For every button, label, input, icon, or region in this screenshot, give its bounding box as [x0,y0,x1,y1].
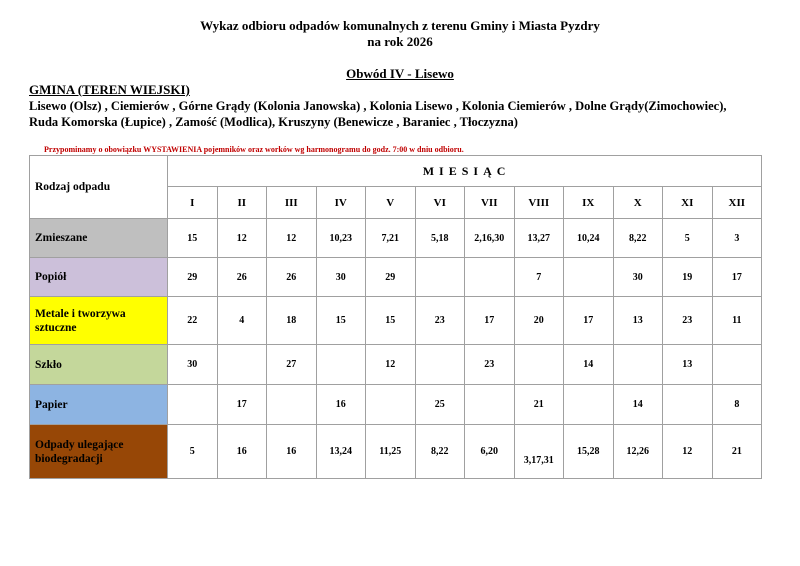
month-cell: XI [663,187,713,219]
pickup-day-cell: 27 [267,345,317,385]
pickup-day-cell [663,385,713,425]
pickup-day-cell: 12 [217,219,267,258]
pickup-day-cell [465,258,515,297]
pickup-day-cell: 13 [663,345,713,385]
month-cell: I [168,187,218,219]
pickup-day-cell: 29 [366,258,416,297]
pickup-day-cell: 26 [217,258,267,297]
pickup-day-cell [267,385,317,425]
document-title: Wykaz odbioru odpadów komunalnych z terenu Gminy i Miasta Pyzdry [200,18,600,33]
pickup-day-cell [613,345,663,385]
pickup-day-cell: 26 [267,258,317,297]
pickup-day-cell: 17 [712,258,762,297]
table-row [30,297,762,345]
pickup-day-cell: 5 [663,219,713,258]
pickup-day-cell [564,385,614,425]
pickup-day-cell: 17 [465,297,515,345]
pickup-day-cell: 20 [514,297,564,345]
pickup-day-cell [168,385,218,425]
pickup-day-cell: 8 [712,385,762,425]
pickup-day-cell: 16 [316,385,366,425]
month-cell: V [366,187,416,219]
pickup-day-cell: 13,24 [316,425,366,479]
pickup-day-cell: 13,27 [514,219,564,258]
pickup-day-cell: 25 [415,385,465,425]
table-row [30,258,762,297]
month-cell: IX [564,187,614,219]
pickup-day-cell: 12 [366,345,416,385]
pickup-day-cell: 7,21 [366,219,416,258]
pickup-day-cell: 14 [564,345,614,385]
month-cell: III [267,187,317,219]
pickup-day-cell: 10,23 [316,219,366,258]
pickup-day-cell: 19 [663,258,713,297]
waste-type-cell: Papier [30,385,168,425]
pickup-day-cell: 29 [168,258,218,297]
pickup-day-cell: 16 [267,425,317,479]
pickup-day-cell: 8,22 [613,219,663,258]
pickup-day-cell: 10,24 [564,219,614,258]
gmina-heading: GMINA (TEREN WIEJSKI) [29,82,190,97]
table-row [30,345,762,385]
pickup-day-cell: 5 [168,425,218,479]
pickup-day-cell: 22 [168,297,218,345]
pickup-day-cell [366,385,416,425]
pickup-day-cell: 12 [663,425,713,479]
pickup-day-cell: 30 [168,345,218,385]
pickup-day-cell: 14 [613,385,663,425]
month-cell: IV [316,187,366,219]
pickup-day-cell: 13 [613,297,663,345]
month-cell: II [217,187,267,219]
pickup-day-cell: 30 [613,258,663,297]
reminder-note: Przypominamy o obowiązku WYSTAWIENIA pojemników oraz worków wg harmonogramu do godz. 7:00 w dniu odbioru. [44,145,464,154]
pickup-day-cell: 23 [663,297,713,345]
pickup-day-cell: 18 [267,297,317,345]
pickup-day-cell: 15,28 [564,425,614,479]
schedule-table [29,155,762,479]
pickup-day-cell: 12,26 [613,425,663,479]
pickup-day-cell: 23 [465,345,515,385]
pickup-day-cell: 21 [712,425,762,479]
waste-type-cell: Popiół [30,258,168,297]
pickup-day-cell: 12 [267,219,317,258]
pickup-day-cell: 11,25 [366,425,416,479]
table-row [30,385,762,425]
waste-type-cell: Zmieszane [30,219,168,258]
pickup-day-cell [316,345,366,385]
pickup-day-cell: 30 [316,258,366,297]
pickup-day-cell [415,258,465,297]
pickup-day-cell [415,345,465,385]
month-header: M I E S I Ą C [168,156,762,187]
pickup-day-cell: 15 [366,297,416,345]
pickup-day-cell: 8,22 [415,425,465,479]
pickup-day-cell: 17 [564,297,614,345]
waste-type-cell: Metale i tworzywa sztuczne [30,297,168,345]
pickup-day-cell: 11 [712,297,762,345]
pickup-day-cell: 3,17,31 [514,425,564,479]
month-cell: VIII [514,187,564,219]
month-cell: VII [465,187,515,219]
pickup-day-cell: 3 [712,219,762,258]
pickup-day-cell [465,385,515,425]
villages-list [29,98,789,130]
circuit-heading: Obwód IV - Lisewo [346,66,454,81]
table-row [30,219,762,258]
month-cell: XII [712,187,762,219]
pickup-day-cell [217,345,267,385]
villages-line: Lisewo (Olsz) , Ciemierów , Górne Grądy (Kolonia Janowska) , Kolonia Lisewo , Kolonia Ciemierów , Dolne Grądy(Zimochowiec), [29,99,727,113]
pickup-day-cell: 7 [514,258,564,297]
pickup-day-cell: 23 [415,297,465,345]
table-row [30,425,762,479]
pickup-day-cell: 5,18 [415,219,465,258]
pickup-day-cell: 15 [168,219,218,258]
pickup-day-cell [712,345,762,385]
pickup-day-cell: 4 [217,297,267,345]
villages-line: Ruda Komorska (Łupice) , Zamość (Modlica), Kruszyny (Benewicze , Baraniec , Tłoczyzna) [29,115,518,129]
pickup-day-cell: 16 [217,425,267,479]
pickup-day-cell: 6,20 [465,425,515,479]
month-cell: X [613,187,663,219]
pickup-day-cell [514,345,564,385]
document-year: na rok 2026 [367,34,433,49]
pickup-day-cell: 2,16,30 [465,219,515,258]
pickup-day-cell [564,258,614,297]
pickup-day-cell: 15 [316,297,366,345]
pickup-day-cell: 21 [514,385,564,425]
pickup-day-cell: 17 [217,385,267,425]
waste-type-header: Rodzaj odpadu [30,156,168,219]
waste-type-cell: Odpady ulegające biodegradacji [30,425,168,479]
month-cell: VI [415,187,465,219]
waste-type-cell: Szkło [30,345,168,385]
